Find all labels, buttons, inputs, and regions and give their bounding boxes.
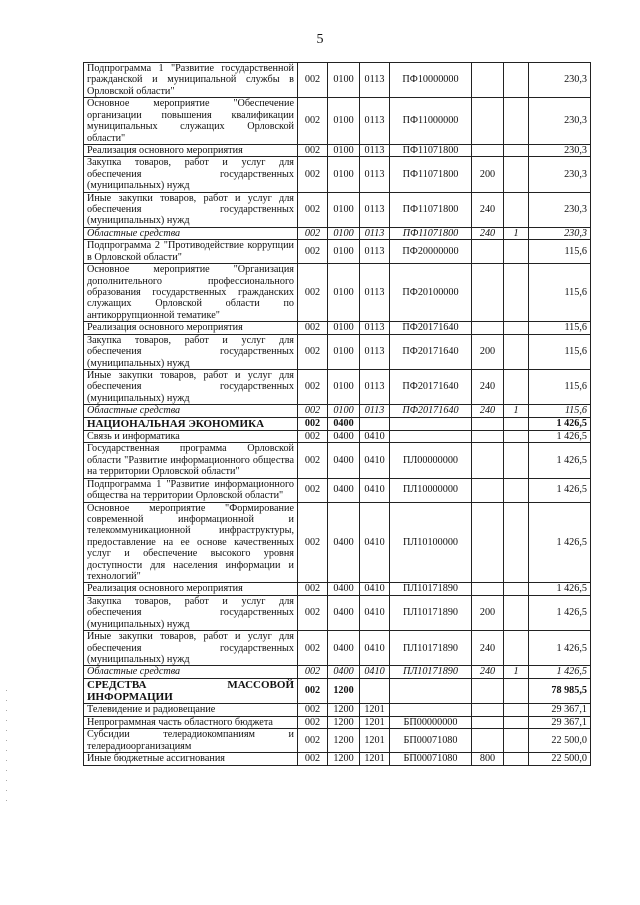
expense-type-code bbox=[472, 729, 504, 753]
dept-code: 002 bbox=[298, 443, 328, 478]
table-row bbox=[84, 227, 591, 239]
item-name: Областные средства bbox=[84, 666, 298, 678]
item-name: Непрограммная часть областного бюджета bbox=[84, 716, 298, 728]
source-code bbox=[504, 704, 529, 716]
target-article-code: ПЛ10100000 bbox=[390, 502, 472, 583]
subsection-code: 0113 bbox=[360, 192, 390, 227]
table-row bbox=[84, 405, 591, 417]
subsection-code: 0113 bbox=[360, 63, 390, 98]
expense-type-code: 200 bbox=[472, 157, 504, 192]
target-article-code: ПФ11071800 bbox=[390, 227, 472, 239]
item-name: Подпрограмма 1 "Развитие государственной гражданской и муниципальной службы в Орловской области" bbox=[84, 63, 298, 98]
section-code: 0100 bbox=[328, 192, 360, 227]
target-article-code bbox=[390, 430, 472, 442]
expense-type-code bbox=[472, 417, 504, 430]
item-name: Закупка товаров, работ и услуг для обеспечения государственных (муниципальных) нужд bbox=[84, 334, 298, 369]
subsection-code: 0113 bbox=[360, 334, 390, 369]
subsection-code: 0410 bbox=[360, 583, 390, 595]
expense-type-code bbox=[472, 322, 504, 334]
dept-code: 002 bbox=[298, 502, 328, 583]
target-article-code: ПФ20100000 bbox=[390, 264, 472, 322]
amount: 115,6 bbox=[529, 322, 591, 334]
expense-type-code: 240 bbox=[472, 369, 504, 404]
item-name: Подпрограмма 2 "Противодействие коррупции в Орловской области" bbox=[84, 240, 298, 264]
item-name: Основное мероприятие "Формирование современной информационной и телекоммуникационной инфраструктуры, предоставление на ее основе качественных услуг и обеспечение высокого уровня доступности для населения информации и технологий" bbox=[84, 502, 298, 583]
subsection-code: 0113 bbox=[360, 98, 390, 145]
section-code: 0100 bbox=[328, 144, 360, 156]
section-code: 0100 bbox=[328, 157, 360, 192]
amount: 1 426,5 bbox=[529, 417, 591, 430]
dept-code: 002 bbox=[298, 666, 328, 678]
amount: 1 426,5 bbox=[529, 478, 591, 502]
expense-type-code: 240 bbox=[472, 227, 504, 239]
amount: 1 426,5 bbox=[529, 583, 591, 595]
source-code bbox=[504, 678, 529, 704]
dept-code: 002 bbox=[298, 405, 328, 417]
target-article-code: БП00000000 bbox=[390, 716, 472, 728]
item-name: Связь и информатика bbox=[84, 430, 298, 442]
amount: 1 426,5 bbox=[529, 430, 591, 442]
source-code bbox=[504, 240, 529, 264]
section-code: 0100 bbox=[328, 63, 360, 98]
source-code bbox=[504, 716, 529, 728]
amount: 1 426,5 bbox=[529, 443, 591, 478]
budget-table bbox=[83, 62, 591, 766]
target-article-code: ПФ20171640 bbox=[390, 322, 472, 334]
source-code bbox=[504, 729, 529, 753]
table-row bbox=[84, 144, 591, 156]
amount: 1 426,5 bbox=[529, 631, 591, 666]
amount: 22 500,0 bbox=[529, 729, 591, 753]
subsection-code: 0410 bbox=[360, 430, 390, 442]
target-article-code: ПЛ10171890 bbox=[390, 583, 472, 595]
amount: 230,3 bbox=[529, 192, 591, 227]
section-code: 1200 bbox=[328, 753, 360, 765]
expense-type-code bbox=[472, 704, 504, 716]
section-code: 0100 bbox=[328, 369, 360, 404]
target-article-code: ПФ20171640 bbox=[390, 369, 472, 404]
source-code: 1 bbox=[504, 405, 529, 417]
source-code bbox=[504, 753, 529, 765]
table-row bbox=[84, 322, 591, 334]
margin-marks bbox=[4, 690, 10, 810]
section-code: 1200 bbox=[328, 678, 360, 704]
dept-code: 002 bbox=[298, 631, 328, 666]
item-name: Иные закупки товаров, работ и услуг для обеспечения государственных (муниципальных) нужд bbox=[84, 369, 298, 404]
table-row bbox=[84, 753, 591, 765]
subsection-code: 0410 bbox=[360, 631, 390, 666]
section-code: 0400 bbox=[328, 443, 360, 478]
source-code bbox=[504, 98, 529, 145]
table-row bbox=[84, 678, 591, 704]
table-row bbox=[84, 63, 591, 98]
dept-code: 002 bbox=[298, 227, 328, 239]
amount: 115,6 bbox=[529, 240, 591, 264]
subsection-code: 0113 bbox=[360, 144, 390, 156]
subsection-code: 0113 bbox=[360, 157, 390, 192]
subsection-code: 0113 bbox=[360, 369, 390, 404]
amount: 22 500,0 bbox=[529, 753, 591, 765]
item-name: Иные закупки товаров, работ и услуг для обеспечения государственных (муниципальных) нужд bbox=[84, 631, 298, 666]
dept-code: 002 bbox=[298, 264, 328, 322]
section-code: 0400 bbox=[328, 631, 360, 666]
dept-code: 002 bbox=[298, 334, 328, 369]
table-row bbox=[84, 98, 591, 145]
dept-code: 002 bbox=[298, 192, 328, 227]
expense-type-code bbox=[472, 63, 504, 98]
source-code bbox=[504, 478, 529, 502]
target-article-code: ПФ11000000 bbox=[390, 98, 472, 145]
source-code bbox=[504, 583, 529, 595]
amount: 230,3 bbox=[529, 227, 591, 239]
dept-code: 002 bbox=[298, 583, 328, 595]
section-code: 1200 bbox=[328, 729, 360, 753]
section-code: 0100 bbox=[328, 334, 360, 369]
item-name: Реализация основного мероприятия bbox=[84, 583, 298, 595]
table-row bbox=[84, 369, 591, 404]
subsection-code bbox=[360, 417, 390, 430]
source-code bbox=[504, 144, 529, 156]
amount: 115,6 bbox=[529, 405, 591, 417]
target-article-code bbox=[390, 704, 472, 716]
target-article-code: ПФ10000000 bbox=[390, 63, 472, 98]
expense-type-code bbox=[472, 98, 504, 145]
dept-code: 002 bbox=[298, 98, 328, 145]
item-name: Основное мероприятие "Обеспечение организации повышения квалификации муниципальных служащих Орловской области" bbox=[84, 98, 298, 145]
table-row bbox=[84, 478, 591, 502]
item-name: Реализация основного мероприятия bbox=[84, 144, 298, 156]
expense-type-code bbox=[472, 502, 504, 583]
expense-type-code bbox=[472, 264, 504, 322]
subsection-code: 0410 bbox=[360, 478, 390, 502]
dept-code: 002 bbox=[298, 430, 328, 442]
expense-type-code: 200 bbox=[472, 595, 504, 630]
expense-type-code bbox=[472, 443, 504, 478]
subsection-code: 0410 bbox=[360, 443, 390, 478]
section-code: 0400 bbox=[328, 583, 360, 595]
section-code: 0100 bbox=[328, 227, 360, 239]
table-row bbox=[84, 631, 591, 666]
source-code bbox=[504, 334, 529, 369]
table-row bbox=[84, 729, 591, 753]
item-name: Основное мероприятие "Организация дополнительного профессионального образования государственных гражданских служащих Орловской области по антикоррупционной тематике" bbox=[84, 264, 298, 322]
dept-code: 002 bbox=[298, 704, 328, 716]
section-code: 0400 bbox=[328, 478, 360, 502]
item-name: Телевидение и радиовещание bbox=[84, 704, 298, 716]
item-name: Закупка товаров, работ и услуг для обеспечения государственных (муниципальных) нужд bbox=[84, 595, 298, 630]
table-row bbox=[84, 334, 591, 369]
amount: 1 426,5 bbox=[529, 502, 591, 583]
source-code bbox=[504, 502, 529, 583]
amount: 78 985,5 bbox=[529, 678, 591, 704]
source-code bbox=[504, 192, 529, 227]
table-row bbox=[84, 430, 591, 442]
expense-type-code bbox=[472, 144, 504, 156]
section-code: 0100 bbox=[328, 240, 360, 264]
expense-type-code: 240 bbox=[472, 405, 504, 417]
dept-code: 002 bbox=[298, 716, 328, 728]
target-article-code: ПЛ10171890 bbox=[390, 595, 472, 630]
dept-code: 002 bbox=[298, 157, 328, 192]
amount: 230,3 bbox=[529, 144, 591, 156]
target-article-code: ПФ20171640 bbox=[390, 405, 472, 417]
target-article-code: ПФ20000000 bbox=[390, 240, 472, 264]
dept-code: 002 bbox=[298, 729, 328, 753]
dept-code: 002 bbox=[298, 678, 328, 704]
section-code: 0400 bbox=[328, 417, 360, 430]
amount: 29 367,1 bbox=[529, 716, 591, 728]
subsection-code bbox=[360, 678, 390, 704]
amount: 115,6 bbox=[529, 369, 591, 404]
amount: 29 367,1 bbox=[529, 704, 591, 716]
source-code bbox=[504, 264, 529, 322]
expense-type-code bbox=[472, 583, 504, 595]
table-row bbox=[84, 583, 591, 595]
section-code: 0400 bbox=[328, 502, 360, 583]
amount: 230,3 bbox=[529, 63, 591, 98]
page-number: 5 bbox=[316, 32, 324, 47]
target-article-code: ПФ11071800 bbox=[390, 144, 472, 156]
dept-code: 002 bbox=[298, 322, 328, 334]
section-code: 0100 bbox=[328, 322, 360, 334]
amount: 1 426,5 bbox=[529, 666, 591, 678]
amount: 230,3 bbox=[529, 157, 591, 192]
source-code bbox=[504, 63, 529, 98]
table-row bbox=[84, 443, 591, 478]
source-code bbox=[504, 417, 529, 430]
expense-type-code: 240 bbox=[472, 192, 504, 227]
expense-type-code bbox=[472, 478, 504, 502]
subsection-code: 0113 bbox=[360, 240, 390, 264]
subsection-code: 0410 bbox=[360, 595, 390, 630]
item-name: Подпрограмма 1 "Развитие информационного общества на территории Орловской области" bbox=[84, 478, 298, 502]
item-name: Иные бюджетные ассигнования bbox=[84, 753, 298, 765]
subsection-code: 0113 bbox=[360, 227, 390, 239]
expense-type-code: 240 bbox=[472, 666, 504, 678]
table-row bbox=[84, 502, 591, 583]
dept-code: 002 bbox=[298, 369, 328, 404]
expense-type-code bbox=[472, 240, 504, 264]
subsection-code: 1201 bbox=[360, 753, 390, 765]
item-name: НАЦИОНАЛЬНАЯ ЭКОНОМИКА bbox=[84, 417, 298, 430]
item-name: Субсидии телерадиокомпаниям и телерадиоорганизациям bbox=[84, 729, 298, 753]
item-name: Закупка товаров, работ и услуг для обеспечения государственных (муниципальных) нужд bbox=[84, 157, 298, 192]
source-code: 1 bbox=[504, 666, 529, 678]
source-code bbox=[504, 322, 529, 334]
table-row bbox=[84, 240, 591, 264]
section-code: 1200 bbox=[328, 704, 360, 716]
amount: 1 426,5 bbox=[529, 595, 591, 630]
dept-code: 002 bbox=[298, 240, 328, 264]
item-name: Государственная программа Орловской области "Развитие информационного общества на территории Орловской области" bbox=[84, 443, 298, 478]
expense-type-code: 800 bbox=[472, 753, 504, 765]
target-article-code: ПЛ10000000 bbox=[390, 478, 472, 502]
subsection-code: 0410 bbox=[360, 502, 390, 583]
subsection-code: 1201 bbox=[360, 729, 390, 753]
item-name: Областные средства bbox=[84, 227, 298, 239]
target-article-code: ПФ11071800 bbox=[390, 192, 472, 227]
amount: 230,3 bbox=[529, 98, 591, 145]
target-article-code: БП00071080 bbox=[390, 729, 472, 753]
table-row bbox=[84, 157, 591, 192]
source-code bbox=[504, 430, 529, 442]
subsection-code: 1201 bbox=[360, 716, 390, 728]
source-code bbox=[504, 595, 529, 630]
amount: 115,6 bbox=[529, 334, 591, 369]
item-name: Реализация основного мероприятия bbox=[84, 322, 298, 334]
target-article-code: ПФ11071800 bbox=[390, 157, 472, 192]
target-article-code: ПЛ10171890 bbox=[390, 666, 472, 678]
expense-type-code bbox=[472, 716, 504, 728]
section-code: 0400 bbox=[328, 666, 360, 678]
source-code bbox=[504, 157, 529, 192]
source-code bbox=[504, 631, 529, 666]
section-code: 0100 bbox=[328, 98, 360, 145]
expense-type-code bbox=[472, 430, 504, 442]
subsection-code: 0113 bbox=[360, 405, 390, 417]
table-row bbox=[84, 417, 591, 430]
item-name: Областные средства bbox=[84, 405, 298, 417]
section-code: 0100 bbox=[328, 264, 360, 322]
target-article-code bbox=[390, 417, 472, 430]
source-code: 1 bbox=[504, 227, 529, 239]
table-row bbox=[84, 192, 591, 227]
source-code bbox=[504, 369, 529, 404]
section-code: 1200 bbox=[328, 716, 360, 728]
target-article-code: ПЛ10171890 bbox=[390, 631, 472, 666]
target-article-code: БП00071080 bbox=[390, 753, 472, 765]
table-row bbox=[84, 264, 591, 322]
target-article-code bbox=[390, 678, 472, 704]
section-code: 0400 bbox=[328, 595, 360, 630]
source-code bbox=[504, 443, 529, 478]
section-code: 0100 bbox=[328, 405, 360, 417]
dept-code: 002 bbox=[298, 753, 328, 765]
subsection-code: 0410 bbox=[360, 666, 390, 678]
dept-code: 002 bbox=[298, 595, 328, 630]
target-article-code: ПЛ00000000 bbox=[390, 443, 472, 478]
item-name: СРЕДСТВА МАССОВОЙ ИНФОРМАЦИИ bbox=[84, 678, 298, 704]
table-row bbox=[84, 704, 591, 716]
subsection-code: 0113 bbox=[360, 264, 390, 322]
subsection-code: 0113 bbox=[360, 322, 390, 334]
subsection-code: 1201 bbox=[360, 704, 390, 716]
expense-type-code bbox=[472, 678, 504, 704]
expense-type-code: 240 bbox=[472, 631, 504, 666]
table-row bbox=[84, 595, 591, 630]
section-code: 0400 bbox=[328, 430, 360, 442]
dept-code: 002 bbox=[298, 144, 328, 156]
table-row bbox=[84, 716, 591, 728]
amount: 115,6 bbox=[529, 264, 591, 322]
item-name: Иные закупки товаров, работ и услуг для обеспечения государственных (муниципальных) нужд bbox=[84, 192, 298, 227]
target-article-code: ПФ20171640 bbox=[390, 334, 472, 369]
dept-code: 002 bbox=[298, 417, 328, 430]
dept-code: 002 bbox=[298, 478, 328, 502]
table-row bbox=[84, 666, 591, 678]
expense-type-code: 200 bbox=[472, 334, 504, 369]
dept-code: 002 bbox=[298, 63, 328, 98]
